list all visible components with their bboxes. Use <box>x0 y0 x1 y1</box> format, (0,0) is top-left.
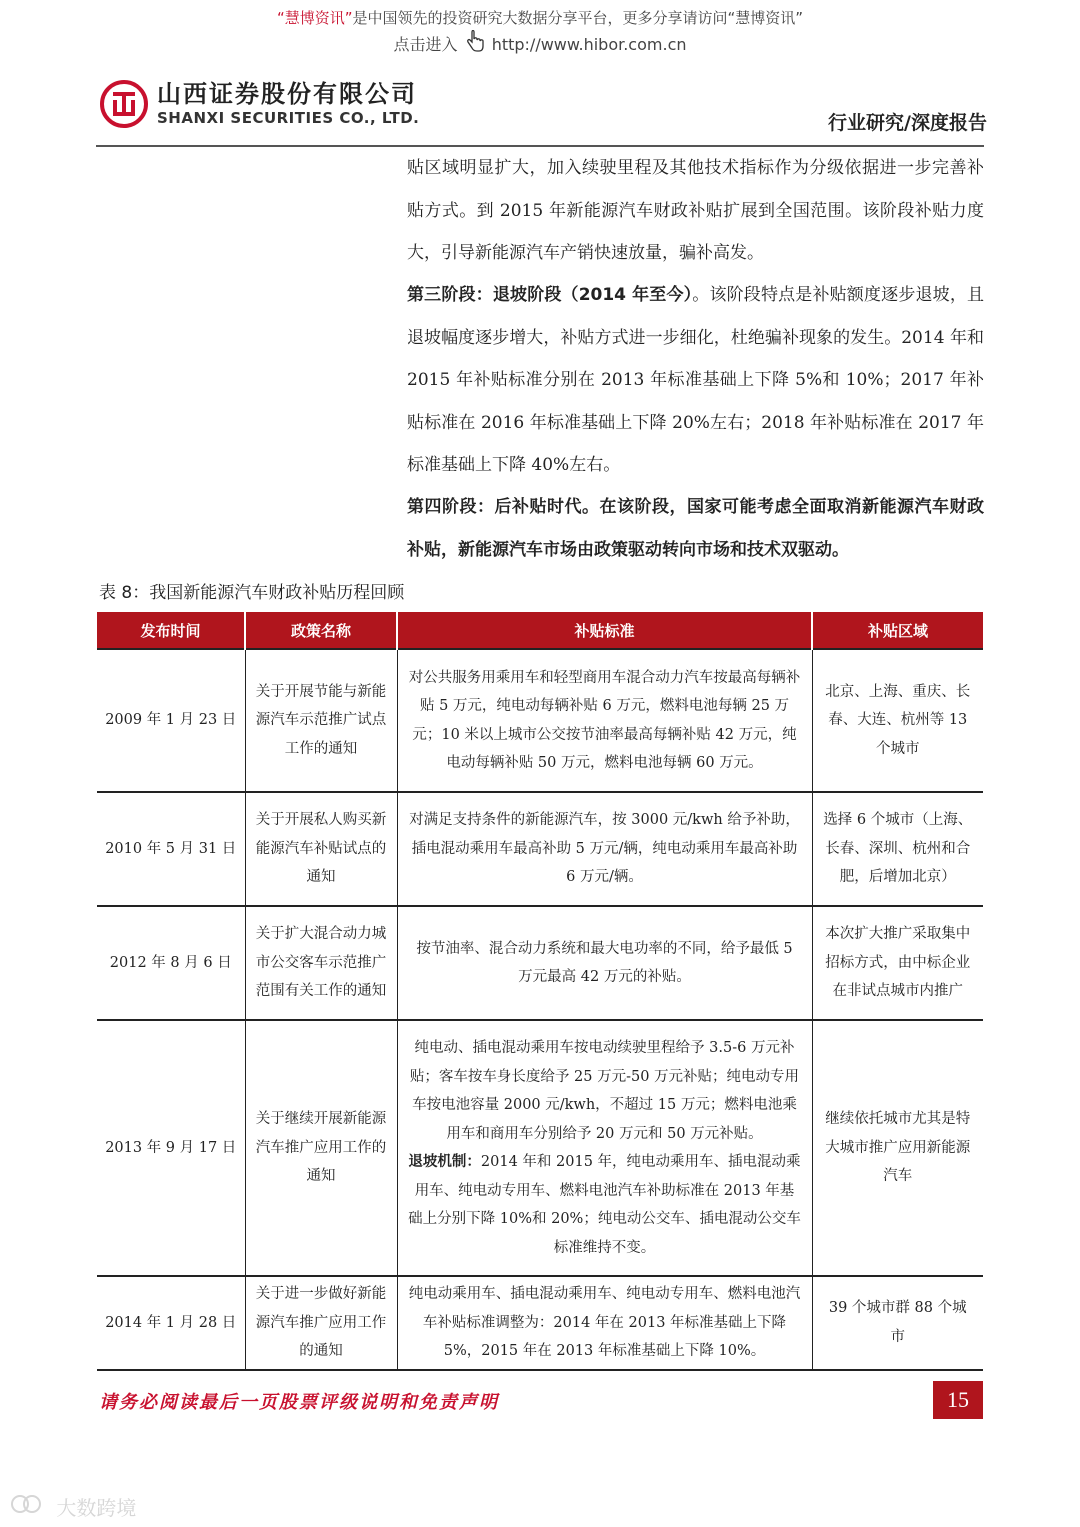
cell-standard: 纯电动乘用车、插电混动乘用车、纯电动专用车、燃料电池汽车补贴标准调整为：2014 年在 2013 年标准基础上下降 5%，2015 年在 2013 年标准基础上下降 10%。 <box>397 1276 812 1370</box>
cell-date: 2013 年 9 月 17 日 <box>97 1020 245 1276</box>
banner-url-link[interactable]: http://www.hibor.com.cn <box>491 35 687 54</box>
cell-region: 北京、上海、重庆、长春、大连、杭州等 13 个城市 <box>812 649 983 792</box>
page-number: 15 <box>933 1381 983 1419</box>
watermark-text: 大数跨境 <box>56 1496 137 1520</box>
banner-text: 是中国领先的投资研究大数据分享平台，更多分享请访问 <box>352 9 728 27</box>
top-banner <box>0 6 1080 58</box>
banner-click-text[interactable]: 点击进入 <box>393 35 458 54</box>
hand-cursor-icon <box>465 30 485 61</box>
rollback-mechanism-label: 退坡机制： <box>408 1154 481 1170</box>
cell-date: 2010 年 5 月 31 日 <box>97 792 245 906</box>
cell-policy: 关于开展私人购买新能源汽车补贴试点的通知 <box>245 792 397 906</box>
table-row <box>97 649 983 792</box>
banner-brand-2: “慧博资讯” <box>727 9 804 27</box>
stage-three-text: 。该阶段特点是补贴额度逐步退坡，且退坡幅度逐步增大，补贴方式进一步细化，杜绝骗补现象的发生。2014 年和 2015 年补贴标准分别在 2013 年标准基础上下降 5%和 10%；2017 年补贴标准在 2016 年标准基础上下降 20%左右；2018 年补贴标准在 2017 年标准基础上下降 40%左右。 <box>407 285 984 475</box>
cell-standard <box>397 1020 812 1276</box>
company-name-cn: 山西证券股份有限公司 <box>157 80 417 108</box>
cell-policy: 关于扩大混合动力城市公交客车示范推广范围有关工作的通知 <box>245 906 397 1020</box>
standard-text: 纯电动、插电混动乘用车按电动续驶里程给予 3.5-6 万元补贴；客车按车身长度给予 25 万元-50 万元补贴；纯电动专用车按电池容量 2000 元/kwh，不超过 15 万元；燃料电池乘用车和商用车分别给予 20 万元和 50 万元补贴。 <box>409 1040 800 1142</box>
watermark <box>10 1492 136 1521</box>
disclaimer-note: 请务必阅读最后一页股票评级说明和免责声明 <box>99 1392 499 1413</box>
col-header-policy: 政策名称 <box>245 612 397 649</box>
cell-standard: 对满足支持条件的新能源汽车，按 3000 元/kwh 给予补助，插电混动乘用车最高补助 5 万元/辆，纯电动乘用车最高补助 6 万元/辆。 <box>397 792 812 906</box>
table-header-row <box>97 612 983 649</box>
col-header-region: 补贴区域 <box>812 612 983 649</box>
rollback-mechanism-text: 2014 年和 2015 年，纯电动乘用车、插电混动乘用车、纯电动专用车、燃料电池汽车补助标准在 2013 年基础上分别下降 10%和 20%；纯电动公交车、插电混动公交车标准维持不变。 <box>408 1154 801 1256</box>
table-row <box>97 1276 983 1370</box>
cell-date: 2012 年 8 月 6 日 <box>97 906 245 1020</box>
body-paragraph-2 <box>407 274 984 487</box>
banner-brand: “慧博资讯” <box>276 9 353 27</box>
cell-standard: 对公共服务用乘用车和轻型商用车混合动力汽车按最高每辆补贴 5 万元，纯电动每辆补贴 6 万元，燃料电池每辆 25 万元；10 米以上城市公交按节油率最高每辆补贴 42 万元，纯电动每辆补贴 50 万元，燃料电池每辆 60 万元。 <box>397 649 812 792</box>
table-row <box>97 1020 983 1276</box>
cell-region: 选择 6 个城市（上海、长春、深圳、杭州和合肥，后增加北京） <box>812 792 983 906</box>
stage-three-heading: 第三阶段：退坡阶段（2014 年至今） <box>407 285 693 305</box>
cell-standard: 按节油率、混合动力系统和最大电功率的不同，给予最低 5 万元最高 42 万元的补贴。 <box>397 906 812 1020</box>
body-paragraph-1 <box>407 147 984 275</box>
table-row <box>97 792 983 906</box>
col-header-standard: 补贴标准 <box>397 612 812 649</box>
cell-region: 39 个城市群 88 个城市 <box>812 1276 983 1370</box>
company-name <box>157 80 419 128</box>
watermark-logo-icon <box>10 1496 56 1520</box>
body-paragraph-3 <box>407 486 984 571</box>
cell-policy: 关于继续开展新能源汽车推广应用工作的通知 <box>245 1020 397 1276</box>
report-type: 行业研究/深度报告 <box>828 112 987 134</box>
cell-policy: 关于进一步做好新能源汽车推广应用工作的通知 <box>245 1276 397 1370</box>
table-caption: 表 8：我国新能源汽车财政补贴历程回顾 <box>99 583 405 603</box>
cell-date: 2014 年 1 月 28 日 <box>97 1276 245 1370</box>
cell-region: 本次扩大推广采取集中招标方式，由中标企业在非试点城市内推广 <box>812 906 983 1020</box>
company-name-en: SHANXI SECURITIES CO., LTD. <box>157 109 420 127</box>
subsidy-history-table <box>97 612 983 1371</box>
col-header-date: 发布时间 <box>97 612 245 649</box>
company-logo-icon <box>100 80 148 128</box>
table-row <box>97 906 983 1020</box>
paragraph-text: 贴区域明显扩大，加入续驶里程及其他技术指标作为分级依据进一步完善补贴方式。到 2015 年新能源汽车财政补贴扩展到全国范围。该阶段补贴力度大，引导新能源汽车产销快速放量，骗补高发。 <box>407 158 984 263</box>
stage-four-text: 第四阶段：后补贴时代。在该阶段，国家可能考虑全面取消新能源汽车财政补贴，新能源汽车市场由政策驱动转向市场和技术双驱动。 <box>407 497 984 560</box>
cell-region: 继续依托城市尤其是特大城市推广应用新能源汽车 <box>812 1020 983 1276</box>
cell-policy: 关于开展节能与新能源汽车示范推广试点工作的通知 <box>245 649 397 792</box>
cell-date: 2009 年 1 月 23 日 <box>97 649 245 792</box>
